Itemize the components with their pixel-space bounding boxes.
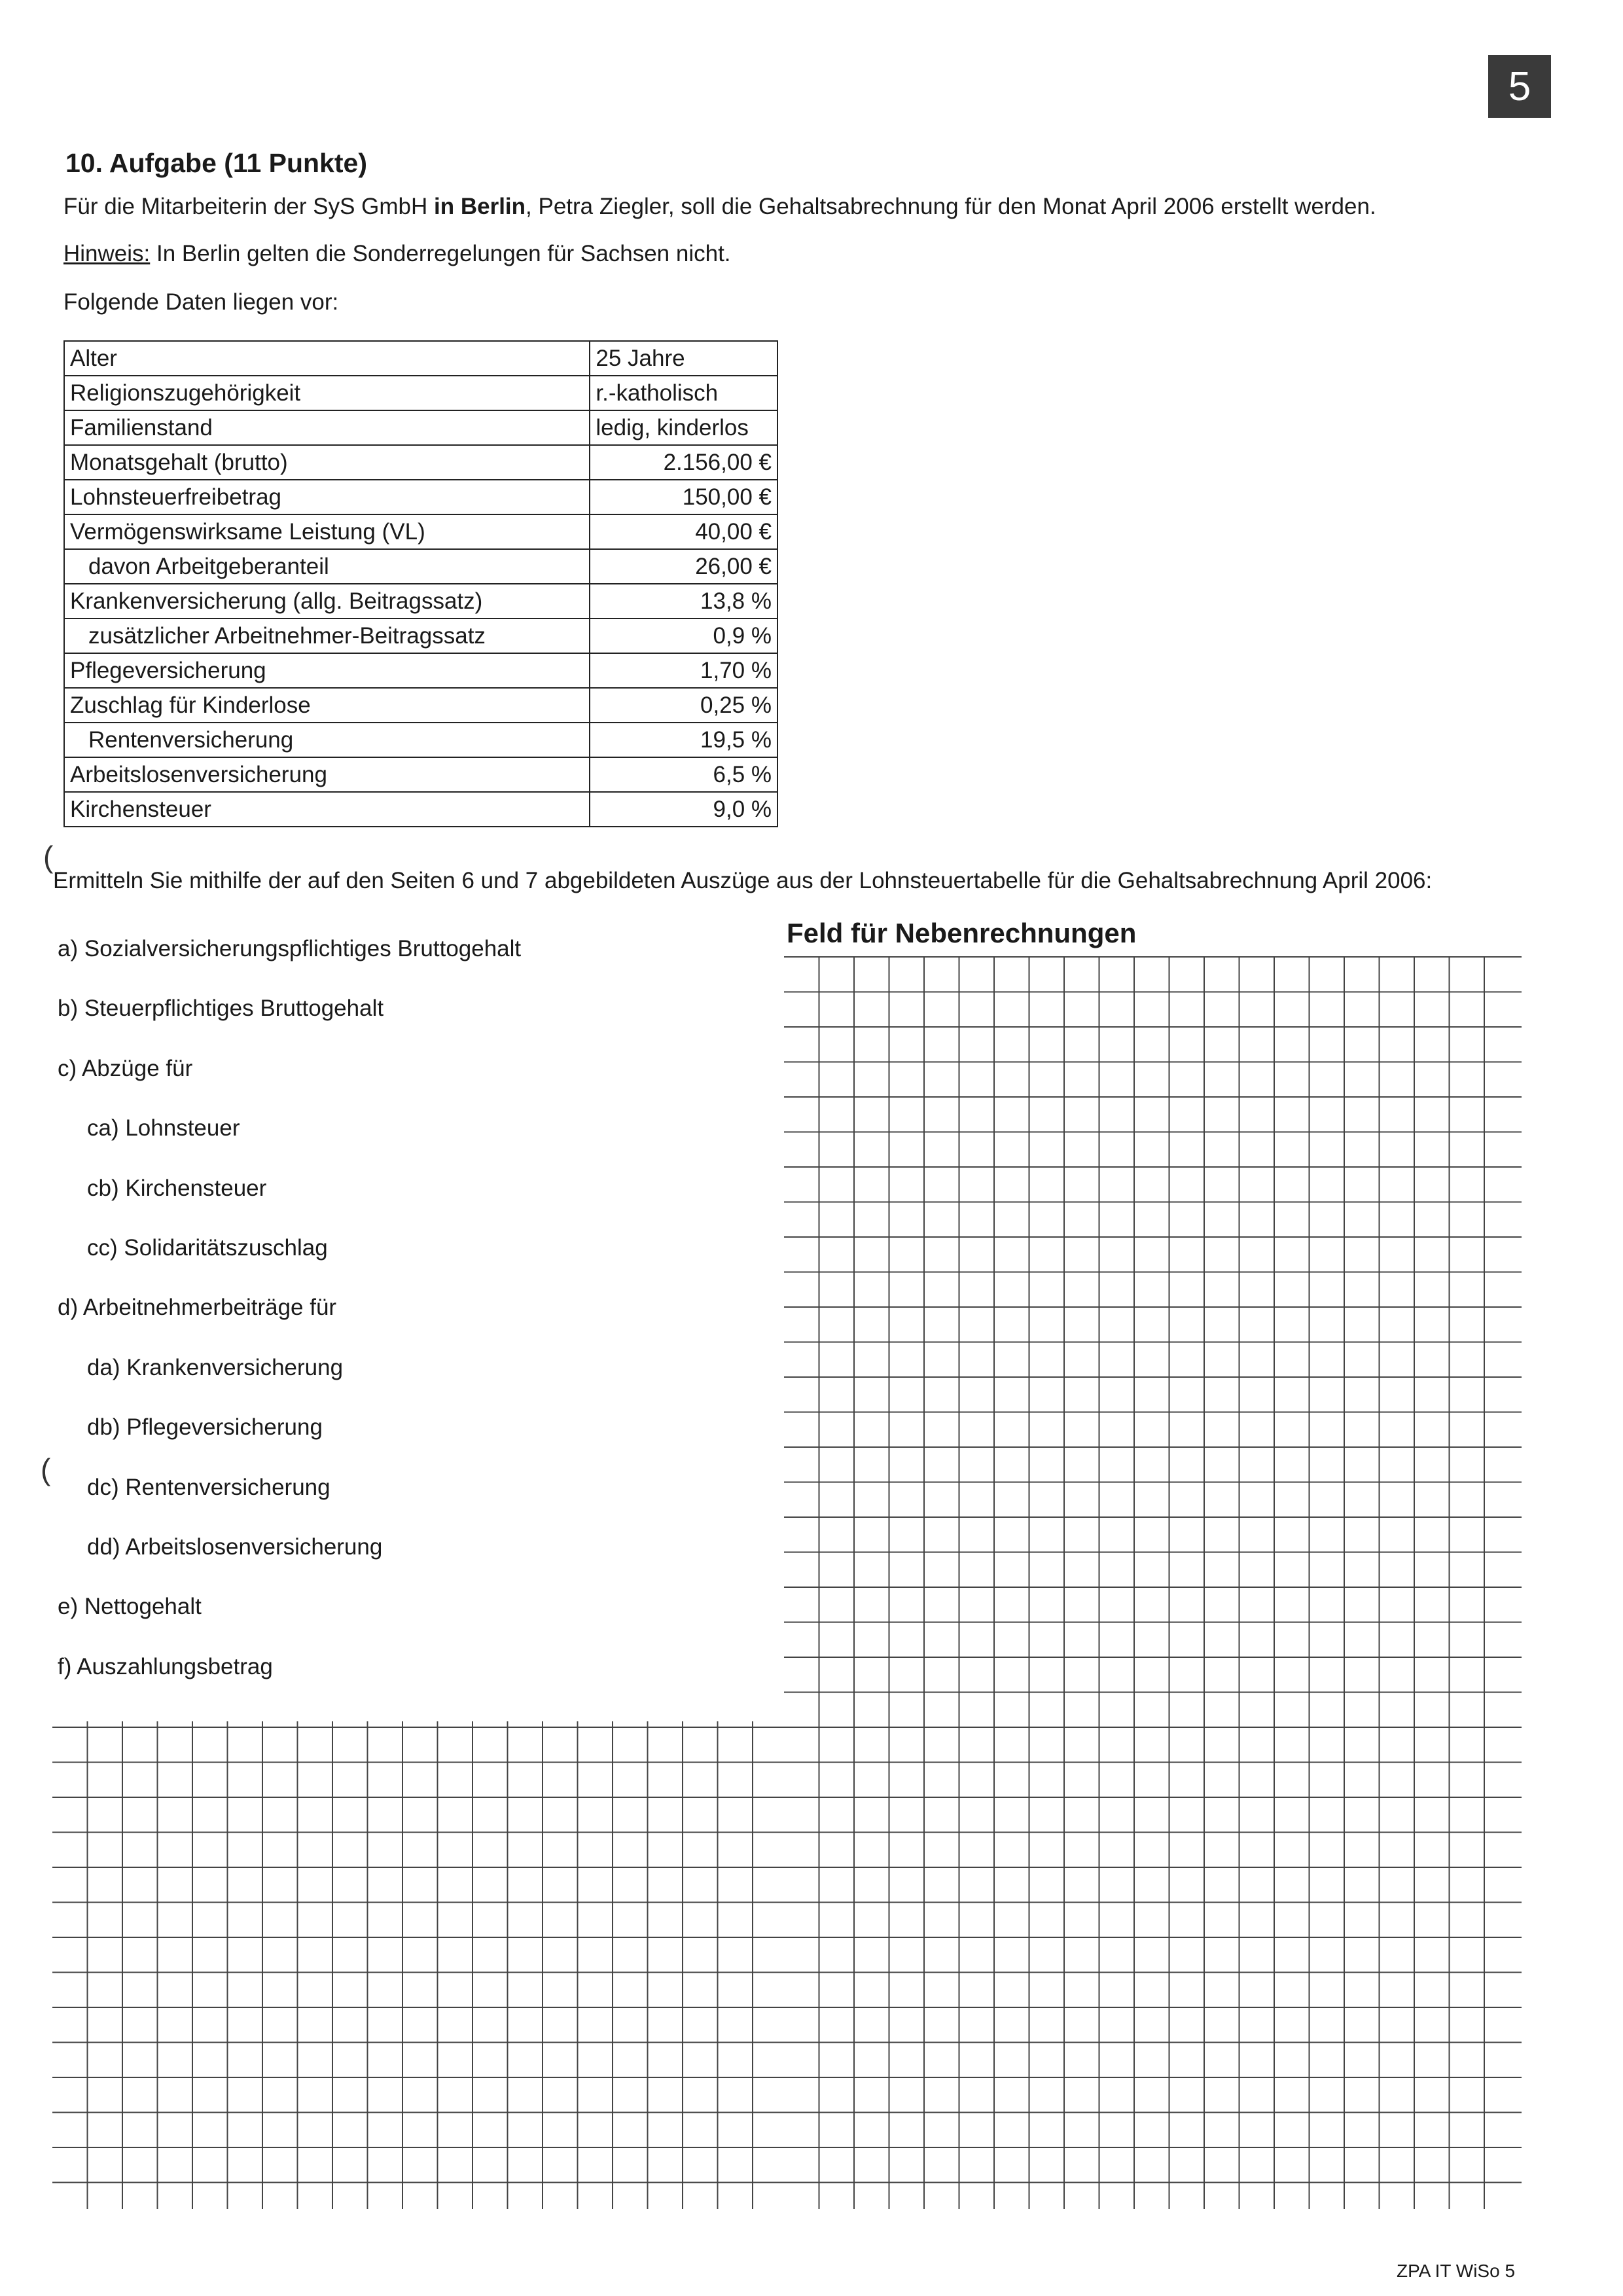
- intro-text-bold: in Berlin: [434, 194, 526, 219]
- question-item: da) Krankenversicherung: [87, 1354, 344, 1380]
- data-table-value: ledig, kinderlos: [590, 410, 777, 445]
- question-item: cc) Solidaritätszuschlag: [87, 1235, 328, 1261]
- intro-text-end: , Petra Ziegler, soll die Gehaltsabrechnung für den Monat April 2006 erstellt werden.: [526, 194, 1376, 219]
- question-item: b) Steuerpflichtiges Bruttogehalt: [58, 996, 384, 1022]
- question-item: a) Sozialversicherungspflichtiges Bruttogehalt: [58, 936, 522, 961]
- data-table-label: Monatsgehalt (brutto): [64, 445, 590, 480]
- data-table-label: Kirchensteuer: [64, 792, 590, 827]
- data-table-label: Zuschlag für Kinderlose: [64, 688, 590, 723]
- margin-scribble-mark: (: [41, 1452, 51, 1486]
- data-table-value: 0,25 %: [590, 688, 777, 723]
- data-table-value: 25 Jahre: [590, 341, 777, 376]
- data-table-value: 13,8 %: [590, 584, 777, 619]
- data-table-value: 9,0 %: [590, 792, 777, 827]
- data-table-label: Alter: [64, 341, 590, 376]
- side-calculation-field-title: Feld für Nebenrechnungen: [787, 918, 1137, 948]
- question-item: f) Auszahlungsbetrag: [58, 1653, 273, 1679]
- data-table-value: 0,9 %: [590, 619, 777, 653]
- question-item: e) Nettogehalt: [58, 1594, 202, 1620]
- question-item: dd) Arbeitslosenversicherung: [87, 1534, 383, 1560]
- question-item: ca) Lohnsteuer: [87, 1115, 240, 1141]
- data-intro: Folgende Daten liegen vor:: [63, 289, 339, 315]
- question-item: cb) Kirchensteuer: [87, 1175, 267, 1201]
- data-table-label: Krankenversicherung (allg. Beitragssatz): [64, 584, 590, 619]
- data-table-label: Familienstand: [64, 410, 590, 445]
- instruction-text: Ermitteln Sie mithilfe der auf den Seiten 6 und 7 abgebildeten Auszüge aus der Lohnsteuertabelle für die Gehaltsabrechnung April 2006:: [53, 868, 1433, 893]
- data-table-value: r.-katholisch: [590, 376, 777, 410]
- data-table-value: 150,00 €: [590, 480, 777, 514]
- data-table-label: Pflegeversicherung: [64, 653, 590, 688]
- data-table-value: 19,5 %: [590, 723, 777, 757]
- data-table-label: davon Arbeitgeberanteil: [64, 549, 590, 584]
- data-table-label: Vermögenswirksame Leistung (VL): [64, 514, 590, 549]
- question-item: d) Arbeitnehmerbeiträge für: [58, 1295, 337, 1321]
- data-table-label: Religionszugehörigkeit: [64, 376, 590, 410]
- data-table-label: Lohnsteuerfreibetrag: [64, 480, 590, 514]
- question-item: c) Abzüge für: [58, 1055, 193, 1081]
- data-table-value: 1,70 %: [590, 653, 777, 688]
- question-item: dc) Rentenversicherung: [87, 1474, 330, 1500]
- page-footer: ZPA IT WiSo 5: [1397, 2261, 1516, 2281]
- data-table-label: Arbeitslosenversicherung: [64, 757, 590, 792]
- data-table-label: Rentenversicherung: [64, 723, 590, 757]
- data-table-value: 26,00 €: [590, 549, 777, 584]
- task-title: 10. Aufgabe (11 Punkte): [65, 148, 367, 178]
- hint-label: Hinweis:: [63, 241, 151, 266]
- question-item: db) Pflegeversicherung: [87, 1414, 323, 1441]
- data-table-value: 40,00 €: [590, 514, 777, 549]
- data-table-value: 6,5 %: [590, 757, 777, 792]
- margin-scribble-mark: (: [43, 840, 54, 874]
- page-number-badge: 5: [1488, 55, 1551, 118]
- intro-text-start: Für die Mitarbeiterin der SyS GmbH: [63, 194, 435, 219]
- hint-text: In Berlin gelten die Sonderregelungen für Sachsen nicht.: [150, 241, 731, 266]
- data-table-label: zusätzlicher Arbeitnehmer-Beitragssatz: [64, 619, 590, 653]
- data-table-value: 2.156,00 €: [590, 445, 777, 480]
